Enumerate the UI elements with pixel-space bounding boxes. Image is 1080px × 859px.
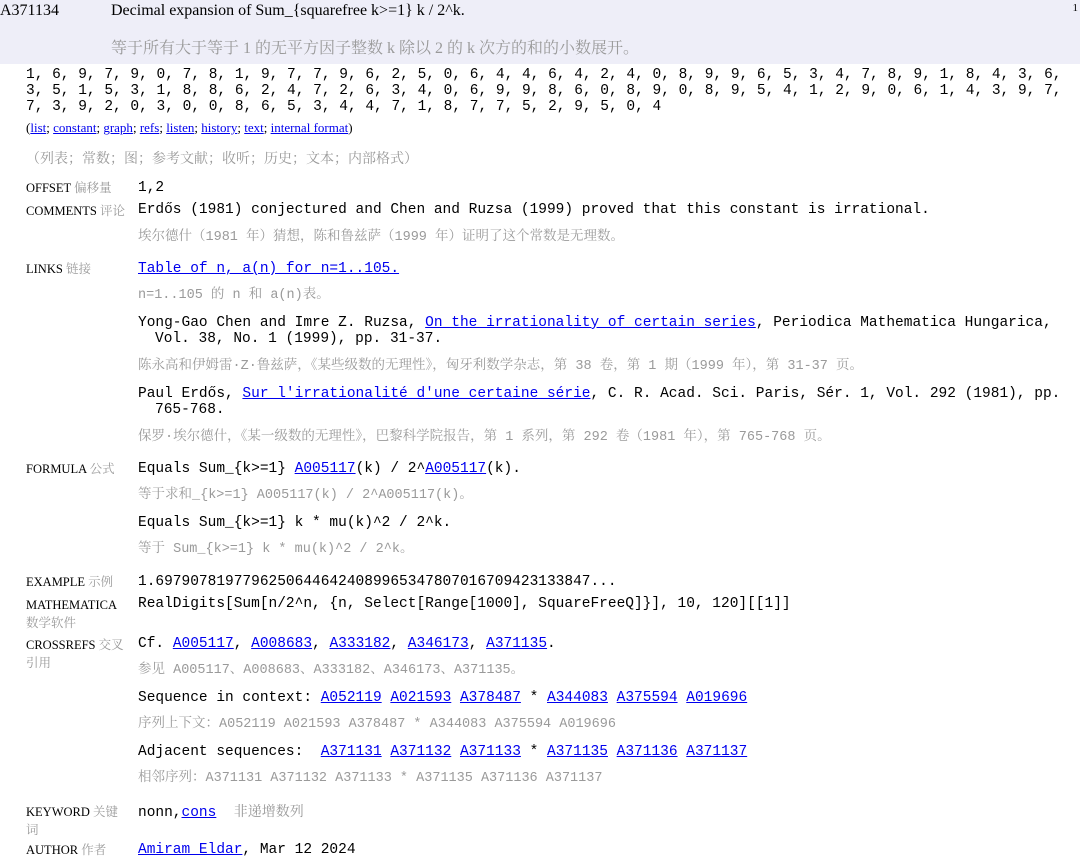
reference-chen-ruzsa-zh: 陈永高和伊姆雷·Z·鲁兹萨，《某些级数的无理性》，匈牙利数学杂志，第 38 卷，第 1 期（1999 年），第 31-37 页。	[138, 359, 863, 374]
links-table-zh: n=1..105 的 n 和 a(n)表。	[138, 288, 330, 303]
cons-keyword-link[interactable]: cons	[181, 805, 217, 821]
offset-label: OFFSET 偏移量	[26, 181, 112, 195]
context-link[interactable]: A378487	[459, 690, 521, 706]
mathematica-code: RealDigits[Sum[n/2^n, {n, Select[Range[1000], SquareFreeQ]}], 10, 120][[1]]	[138, 596, 791, 612]
constant-link[interactable]: constant	[53, 120, 97, 135]
context-link[interactable]: A019696	[686, 690, 748, 706]
example-label: EXAMPLE 示例	[26, 575, 114, 589]
sequence-title: Decimal expansion of Sum_{squarefree k>=1} k / 2^k.	[111, 2, 465, 19]
cf-link[interactable]: A005117	[172, 636, 234, 652]
keyword-label: KEYWORD 关键词	[26, 805, 119, 837]
offset-value: 1,2	[138, 180, 165, 196]
formula-label: FORMULA 公式	[26, 462, 115, 476]
sequence-terms	[26, 67, 1080, 116]
terms-line-2: 3, 5, 1, 5, 3, 1, 8, 8, 6, 2, 4, 7, 2, 6, 3, 4, 0, 6, 9, 9, 8, 6, 0, 8, 9, 0, 8, 9, 5, 4, 1, 2, 9, 0, 6, 1, 4, 3, 9, 7,	[26, 83, 1062, 100]
list-link[interactable]: list	[30, 120, 47, 135]
sequence-id: A371134	[0, 2, 59, 19]
sequence-in-context-zh: 序列上下文：A052119 A021593 A378487 * A344083 A375594 A019696	[138, 717, 616, 732]
page-number: 1	[1072, 2, 1078, 14]
sequence-in-context: Sequence in context: A052119 A021593 A378487 * A344083 A375594 A019696	[138, 690, 748, 706]
context-link[interactable]: A021593	[390, 690, 452, 706]
adjacent-link[interactable]: A371131	[320, 744, 382, 760]
author-link[interactable]: Amiram Eldar	[138, 842, 243, 858]
formula-2: Equals Sum_{k>=1} k * mu(k)^2 / 2^k.	[138, 515, 452, 531]
formula-a005117-link-2[interactable]: A005117	[425, 461, 487, 477]
reference-erdos-zh: 保罗·埃尔德什，《某一级数的无理性》，巴黎科学院报告，第 1 系列，第 292 卷（1981 年），第 765-768 页。	[138, 430, 831, 445]
example-value: 1.69790781977962506446424089965347807016709423133847...	[138, 574, 617, 590]
erdos-link[interactable]: Sur l'irrationalité d'une certaine série	[242, 386, 591, 402]
comments-text: Erdős (1981) conjectured and Chen and Ruzsa (1999) proved that this constant is irrational.	[138, 202, 930, 218]
chen-ruzsa-link[interactable]: On the irrationality of certain series	[425, 315, 756, 331]
refs-link[interactable]: refs	[139, 120, 160, 135]
cf-link[interactable]: A371135	[486, 636, 548, 652]
formula-1: Equals Sum_{k>=1} A005117(k) / 2^A005117(k).	[138, 461, 521, 477]
cf-link[interactable]: A008683	[251, 636, 313, 652]
table-link[interactable]: Table of n, a(n) for n=1..105.	[138, 261, 400, 277]
mathematica-label: MATHEMATICA 数学软件	[26, 598, 117, 630]
context-link[interactable]: A375594	[616, 690, 678, 706]
term-links-zh: （列表；常数；图；参考文献；收听；历史；文本；内部格式）	[26, 152, 418, 167]
comments-zh: 埃尔德什（1981 年）猜想，陈和鲁兹萨（1999 年）证明了这个常数是无理数。	[138, 230, 625, 245]
author-value: Amiram Eldar, Mar 12 2024	[138, 842, 356, 858]
terms-line-1: 1, 6, 9, 7, 9, 0, 7, 8, 1, 9, 7, 7, 9, 6, 2, 5, 0, 6, 4, 4, 6, 4, 2, 4, 0, 8, 9, 9, 6, 5, 3, 4, 7, 8, 9, 1, 8, 4, 3, 6,	[26, 67, 1062, 83]
context-link[interactable]: A052119	[320, 690, 382, 706]
adjacent-link[interactable]: A371132	[390, 744, 452, 760]
formula-a005117-link-1[interactable]: A005117	[294, 461, 356, 477]
adjacent-link[interactable]: A371135	[547, 744, 608, 760]
adjacent-link[interactable]: A371137	[686, 744, 748, 760]
cf-link[interactable]: A333182	[329, 636, 391, 652]
keyword-zh: 非递增数列	[233, 805, 304, 820]
comments-label: COMMENTS 评论	[26, 204, 125, 218]
paren-open: (	[26, 120, 31, 135]
adjacent-sequences-zh: 相邻序列：A371131 A371132 A371133 * A371135 A371136 A371137	[138, 771, 603, 786]
crossrefs-cf: Cf. A005117, A008683, A333182, A346173, A371135.	[138, 636, 556, 652]
adjacent-link[interactable]: A371133	[459, 744, 521, 760]
links-label: LINKS 链接	[26, 262, 91, 276]
cf-link[interactable]: A346173	[407, 636, 469, 652]
author-label: AUTHOR 作者	[26, 843, 107, 857]
crossrefs-label: CROSSREFS 交叉引用	[26, 638, 124, 670]
adjacent-link[interactable]: A371136	[616, 744, 678, 760]
reference-chen-ruzsa: Yong-Gao Chen and Imre Z. Ruzsa, On the irrationality of certain series, Periodica Mathematica Hungarica, Vol. 38, No. 1 (1999), pp. 31-37.	[138, 315, 1052, 347]
text-link[interactable]: text	[244, 120, 264, 135]
graph-link[interactable]: graph	[103, 120, 133, 135]
reference-erdos: Paul Erdős, Sur l'irrationalité d'une certaine série, C. R. Acad. Sci. Paris, Sér. 1, Vol. 292 (1981), pp. 765-768.	[138, 386, 1061, 418]
term-links: (list; constant; graph; refs; listen; history; text; internal format)	[26, 120, 353, 135]
internal-format-link[interactable]: internal format	[270, 120, 349, 135]
terms-line-3: 7, 3, 9, 2, 0, 3, 0, 0, 8, 6, 5, 3, 4, 4, 7, 1, 8, 7, 7, 5, 2, 9, 5, 0, 4	[26, 99, 662, 116]
crossrefs-cf-zh: 参见 A005117、A008683、A333182、A346173、A371135。	[138, 663, 525, 678]
links-table-row	[138, 261, 1063, 277]
header-bar	[0, 0, 1080, 64]
history-link[interactable]: history	[201, 120, 238, 135]
listen-link[interactable]: listen	[166, 120, 195, 135]
adjacent-sequences: Adjacent sequences: A371131 A371132 A371133 * A371135 A371136 A371137	[138, 744, 748, 760]
sequence-title-zh: 等于所有大于等于 1 的无平方因子整数 k 除以 2 的 k 次方的和的小数展开。	[111, 40, 640, 57]
paren-close: )	[348, 120, 353, 135]
context-link[interactable]: A344083	[547, 690, 608, 706]
keyword-value: nonn,cons 非递增数列	[138, 805, 304, 821]
formula-1-zh: 等于求和_{k>=1} A005117(k) / 2^A005117(k)。	[138, 488, 473, 503]
formula-2-zh: 等于 Sum_{k>=1} k * mu(k)^2 / 2^k。	[138, 542, 414, 557]
